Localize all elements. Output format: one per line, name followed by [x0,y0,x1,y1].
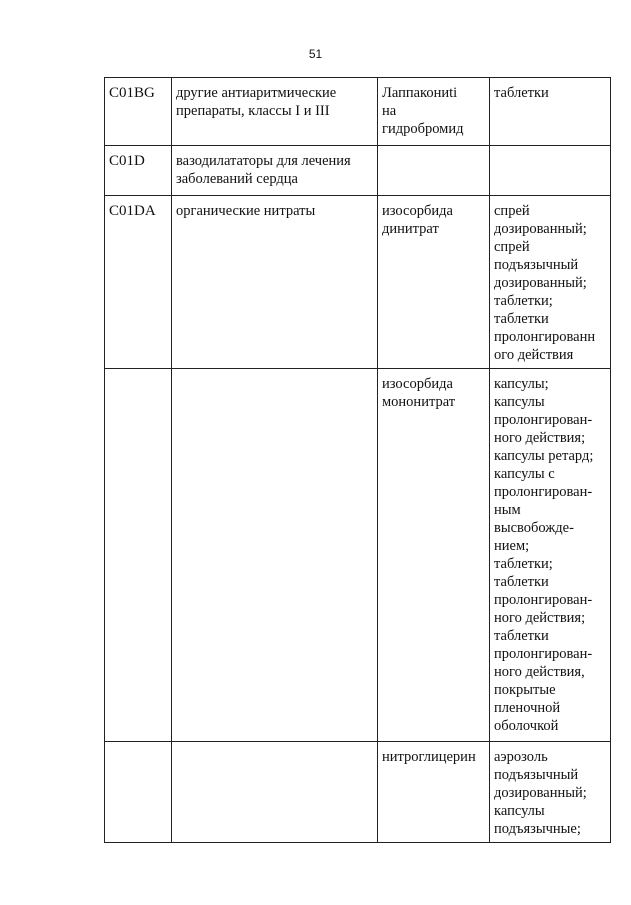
group-cell: другие антиаритмические препараты, классы I и III [172,78,378,146]
group-cell: вазодилататоры для лечения заболеваний сердца [172,146,378,196]
table-row [105,742,611,843]
drug-cell [378,146,490,196]
drug-cell: изосорбида мононитрат [378,369,490,742]
atc-code-cell: C01BG [105,78,172,146]
drug-table [104,77,611,843]
dosage-form-cell: таблетки [490,78,611,146]
group-cell [172,369,378,742]
drug-cell: Лаппакониti на гидробромид [378,78,490,146]
atc-code-cell [105,369,172,742]
atc-code-cell [105,742,172,843]
table-row [105,196,611,369]
drug-cell: изосорбида динитрат [378,196,490,369]
group-cell [172,742,378,843]
drug-cell: нитроглицерин [378,742,490,843]
dosage-form-cell: капсулы; капсулы пролонгирован- ного действия; капсулы ретард; капсулы с пролонгирован- ным высвобожде- нием; таблетки; таблетки пролонгирован- ного действия; таблетки пролонгирован- ного действия, покрытые пленочной оболочкой [490,369,611,742]
dosage-form-cell: спрей дозированный; спрей подъязычный дозированный; таблетки; таблетки пролонгированн ого действия [490,196,611,369]
dosage-form-cell: аэрозоль подъязычный дозированный; капсулы подъязычные; [490,742,611,843]
table-row [105,78,611,146]
atc-code-cell: C01DA [105,196,172,369]
group-cell: органические нитраты [172,196,378,369]
table-row [105,369,611,742]
atc-code-cell: C01D [105,146,172,196]
dosage-form-cell [490,146,611,196]
page-number: 51 [308,47,323,61]
table-row [105,146,611,196]
